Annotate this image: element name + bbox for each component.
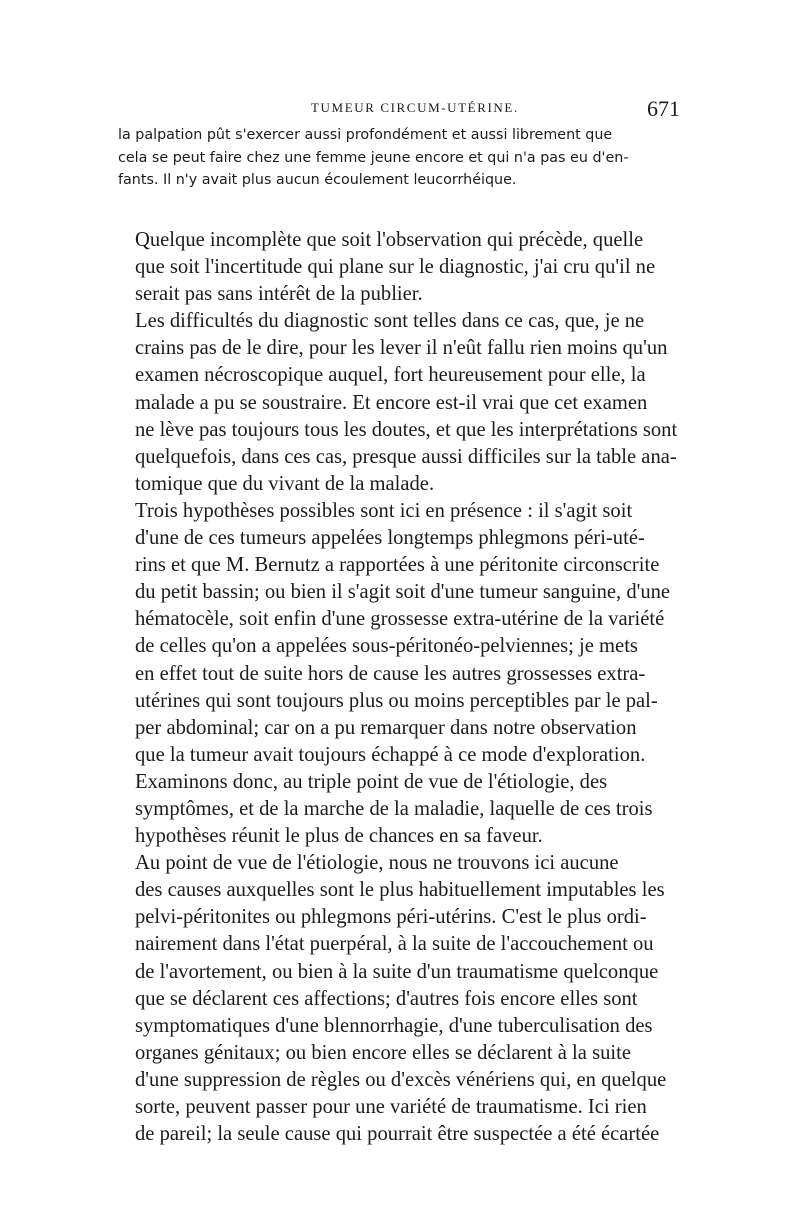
text-line: quelquefois, dans ces cas, presque aussi difficiles sur la table ana- [135,445,677,468]
text-line: organes génitaux; ou bien encore elles se déclarent à la suite [135,1041,631,1064]
running-title: TUMEUR CIRCUM-UTÉRINE. [311,100,519,115]
text-line: ne lève pas toujours tous les doutes, et que les interprétations sont [135,418,678,441]
text-line: tomique que du vivant de la malade. [135,472,435,495]
text-line: que soit l'incertitude qui plane sur le diagnostic, j'ai cru qu'il ne [135,256,656,279]
text-line: utérines qui sont toujours plus ou moins perceptibles par le pal- [135,689,658,712]
text-line: hypothèses réunit le plus de chances en sa faveur. [135,825,543,848]
page-number: 671 [647,96,680,121]
text-line: d'une de ces tumeurs appelées longtemps phlegmons péri-uté- [135,527,645,550]
text-line: examen nécroscopique auquel, fort heureusement pour elle, la [135,364,646,387]
text-line: serait pas sans intérêt de la publier. [135,283,423,306]
text-line: malade a pu se soustraire. Et encore est-il vrai que cet examen [135,391,648,414]
text-line: Au point de vue de l'étiologie, nous ne trouvons ici aucune [135,852,619,875]
text-line: que la tumeur avait toujours échappé à ce mode d'exploration. [135,743,646,766]
text-line: sorte, peuvent passer pour une variété de traumatisme. Ici rien [135,1096,647,1118]
note-line: fants. Il n'y avait plus aucun écoulement leucorrhéique. [118,172,517,188]
text-line: Examinons donc, au triple point de vue de l'étiologie, des [135,770,608,793]
text-line: de celles qu'on a appelées sous-péritonéo-pelviennes; je mets [135,635,638,658]
small-print-note [118,124,686,192]
paragraph-examination [118,769,684,850]
body-text [118,227,684,1148]
text-line: crains pas de le dire, pour les lever il n'eût fallu rien moins qu'un [135,337,668,360]
text-line: symptômes, et de la marche de la maladie, laquelle de ces trois [135,797,653,820]
text-line: du petit bassin; ou bien il s'agit soit d'une tumeur sanguine, d'une [135,581,671,604]
text-line: des causes auxquelles sont le plus habituellement imputables les [135,879,665,902]
text-line: per abdominal; car on a pu remarquer dans notre observation [135,716,637,739]
text-line: que se déclarent ces affections; d'autres fois encore elles sont [135,987,638,1010]
text-line: de pareil; la seule cause qui pourrait être suspectée a été écartée [135,1123,660,1146]
paragraph-etiology [118,850,684,1148]
paragraph-difficulties [118,308,684,498]
note-line: cela se peut faire chez une femme jeune encore et qui n'a pas eu d'en- [118,149,629,166]
text-line: d'une suppression de règles ou d'excès vénériens qui, en quelque [135,1068,667,1091]
note-line: la palpation pût s'exercer aussi profondément et aussi librement que [118,127,613,143]
text-line: en effet tout de suite hors de cause les autres grossesses extra- [135,662,646,685]
paragraph-observation [118,227,684,308]
text-line: symptomatiques d'une blennorrhagie, d'une tuberculisation des [135,1014,653,1037]
text-line: nairement dans l'état puerpéral, à la suite de l'accouchement ou [135,933,654,956]
text-line: de l'avortement, ou bien à la suite d'un traumatisme quelconque [135,960,659,983]
text-line: Quelque incomplète que soit l'observation qui précède, quelle [135,229,644,251]
running-head [118,97,684,121]
text-line: Les difficultés du diagnostic sont telles dans ce cas, que, je ne [135,310,645,333]
text-line: pelvi-péritonites ou phlegmons péri-utérins. C'est le plus ordi- [135,906,647,929]
text-line: rins et que M. Bernutz a rapportées à une péritonite circonscrite [135,554,660,577]
text-line: hématocèle, soit enfin d'une grossesse extra-utérine de la variété [135,608,665,631]
text-line: Trois hypothèses possibles sont ici en présence : il s'agit soit [135,499,633,522]
paragraph-hypotheses [118,498,684,769]
